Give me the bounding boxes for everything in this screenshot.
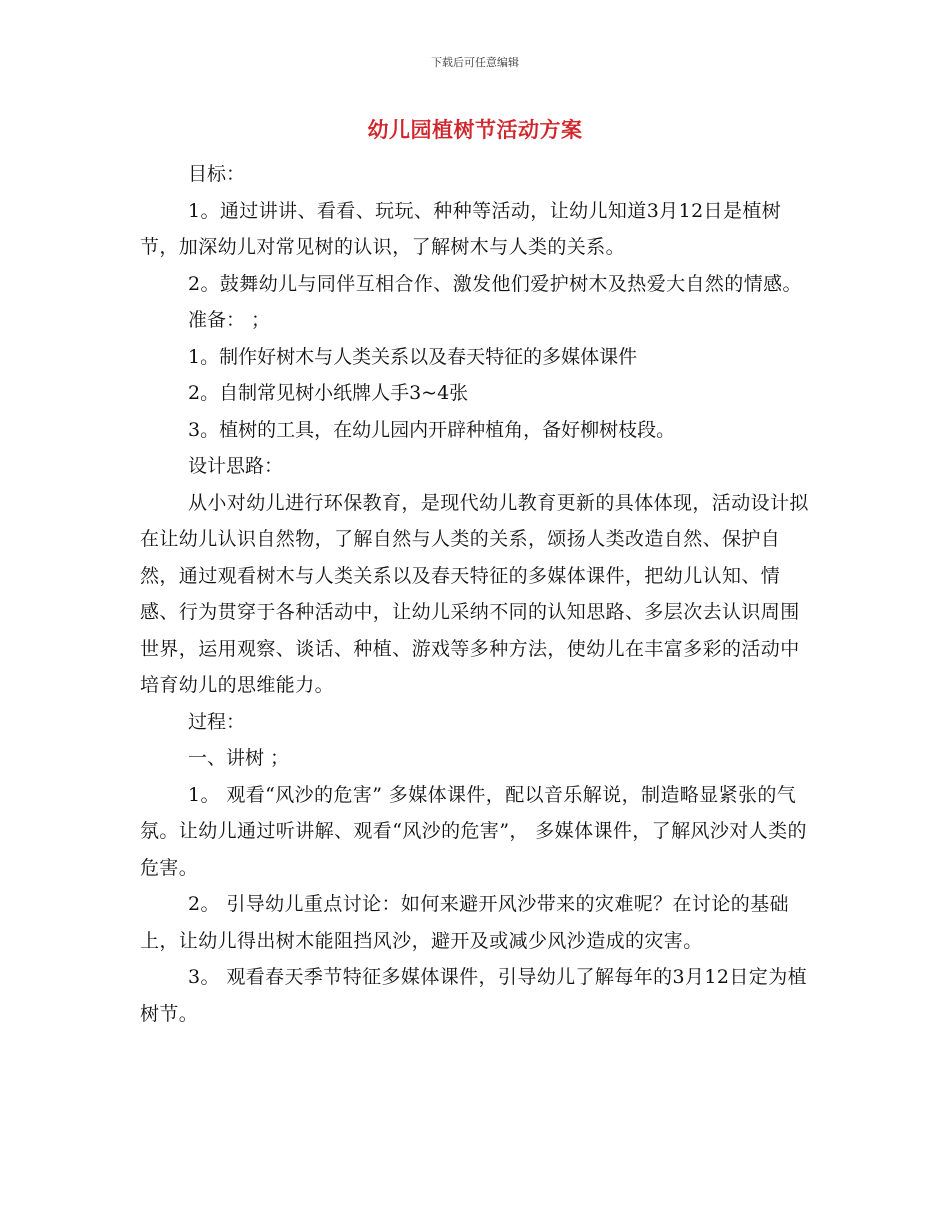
paragraph-process-heading: 过程：	[188, 710, 246, 733]
paragraph-preparation-2: 2。自制常见树小纸牌人手3~4张	[188, 382, 469, 404]
paragraph-preparation-3: 3。植树的工具，在幼儿园内开辟种植角，备好柳树枝段。	[188, 418, 676, 441]
paragraph-process-step-2: 2。 引导幼儿重点讨论：如何来避开风沙带来的灾难呢？在讨论的基础上，让幼儿得出树木能阻挡风沙，避开及或减少风沙造成的灾害。	[140, 893, 789, 952]
paragraph-preparation-1: 1。制作好树木与人类关系以及春天特征的多媒体课件	[188, 345, 638, 368]
document-body	[140, 156, 812, 1032]
paragraph-process-step-3: 3。 观看春天季节特征多媒体课件，引导幼儿了解每年的3月12日定为植树节。	[140, 966, 807, 1025]
paragraph-goal-2: 2。鼓舞幼儿与同伴互相合作、激发他们爱护树木及热爱大自然的情感。	[188, 272, 802, 295]
paragraph-process-step-1: 1。 观看“风沙的危害” 多媒体课件，配以音乐解说，制造略显紧张的气氛。让幼儿通过听讲解、观看“风沙的危害”， 多媒体课件，了解风沙对人类的危害。	[140, 783, 807, 879]
paragraph-preparation-heading: 准备： ；	[188, 309, 271, 331]
header-note: 下载后可任意编辑	[431, 56, 519, 69]
paragraph-goals-heading: 目标：	[188, 163, 246, 185]
paragraph-goal-1: 1。通过讲讲、看看、玩玩、种种等活动，让幼儿知道3月12日是植树节，加深幼儿对常见树的认识，了解树木与人类的关系。	[140, 199, 782, 258]
paragraph-process-section-1: 一、讲树 ；	[188, 747, 290, 769]
paragraph-design-body: 从小对幼儿进行环保教育，是现代幼儿教育更新的具体体现，活动设计拟在让幼儿认识自然物，了解自然与人类的关系，颂扬人类改造自然、保护自然，通过观看树木与人类关系以及春天特征的多媒体课件，把幼儿认知、情感、行为贯穿于各种活动中，让幼儿采纳不同的认知思路、多层次去认识周围世界，运用观察、谈话、种植、游戏等多种方法，使幼儿在丰富多彩的活动中培育幼儿的思维能力。	[140, 491, 809, 696]
paragraph-design-heading: 设计思路：	[188, 455, 284, 477]
page-title: 幼儿园植树节活动方案	[367, 118, 583, 142]
